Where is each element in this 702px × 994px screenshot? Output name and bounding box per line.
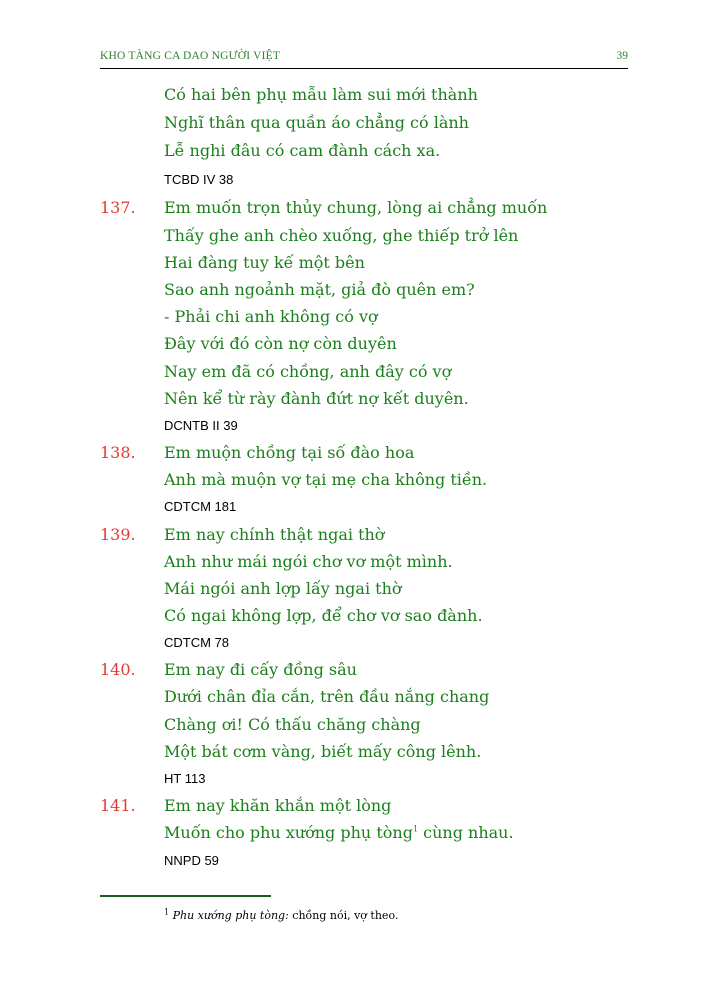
- verse-line: Nay em đã có chồng, anh đây có vợ: [164, 362, 452, 381]
- entry-number: 139.: [100, 525, 136, 544]
- footnote-marker: 1: [164, 907, 170, 917]
- footnote-term: Phu xướng phụ tòng:: [172, 909, 289, 922]
- verse-line: Mái ngói anh lợp lấy ngai thờ: [164, 579, 402, 598]
- verse-line: Đây với đó còn nợ còn duyên: [164, 334, 397, 353]
- verse-line: Em muốn trọn thủy chung, lòng ai chẳng muốn: [164, 198, 548, 217]
- verse-line: Dưới chân đỉa cắn, trên đầu nắng chang: [164, 687, 490, 706]
- source-citation: TCBD IV 38: [164, 172, 234, 187]
- verse-line: Có hai bên phụ mẫu làm sui mới thành: [164, 85, 478, 104]
- verse-line: Nghĩ thân qua quần áo chẳng có lành: [164, 113, 469, 132]
- verse-line: Thấy ghe anh chèo xuống, ghe thiếp trở lên: [164, 226, 519, 245]
- source-citation: NNPD 59: [164, 853, 219, 868]
- verse-line: [164, 823, 514, 842]
- entry-number: 140.: [100, 660, 136, 679]
- entry-number: 137.: [100, 198, 136, 217]
- verse-line: Nên kể từ rày đành đứt nợ kết duyên.: [164, 389, 469, 408]
- entry-number: 141.: [100, 796, 136, 815]
- verse-line: Một bát cơm vàng, biết mấy công lênh.: [164, 742, 482, 761]
- verse-line: Lễ nghi đâu có cam đành cách xa.: [164, 141, 441, 160]
- verse-line: Có ngai không lợp, để chơ vơ sao đành.: [164, 606, 483, 625]
- verse-text: cùng nhau.: [423, 823, 514, 842]
- source-citation: CDTCM 78: [164, 635, 230, 650]
- footnote: [164, 909, 398, 922]
- footnote-text: chồng nói, vợ theo.: [292, 909, 399, 922]
- source-citation: CDTCM 181: [164, 499, 237, 514]
- source-citation: DCNTB II 39: [164, 418, 238, 433]
- verse-line: Sao anh ngoảnh mặt, giả đò quên em?: [164, 280, 475, 299]
- footnote-divider: [100, 895, 271, 897]
- verse-line: Anh như mái ngói chơ vơ một mình.: [164, 552, 453, 571]
- book-title: KHO TÀNG CA DAO NGƯỜI VIỆT: [100, 50, 281, 62]
- source-citation: HT 113: [164, 771, 206, 786]
- verse-line: Em nay đi cấy đồng sâu: [164, 660, 357, 679]
- page-number: 39: [616, 50, 628, 62]
- verse-line: Em muộn chồng tại số đào hoa: [164, 443, 415, 462]
- verse-line: Em nay chính thật ngai thờ: [164, 525, 385, 544]
- verse-line: Chàng ơi! Có thấu chăng chàng: [164, 715, 421, 734]
- verse-text: Muốn cho phu xướng phụ tòng: [164, 823, 413, 842]
- footnote-reference: 1: [412, 824, 419, 834]
- verse-line: Hai đàng tuy kế một bên: [164, 253, 365, 272]
- verse-line: Anh mà muộn vợ tại mẹ cha không tiền.: [164, 470, 488, 489]
- verse-line: Em nay khăn khắn một lòng: [164, 796, 392, 815]
- verse-line: - Phải chi anh không có vợ: [164, 307, 378, 326]
- entry-number: 138.: [100, 443, 136, 462]
- running-header: [100, 48, 628, 69]
